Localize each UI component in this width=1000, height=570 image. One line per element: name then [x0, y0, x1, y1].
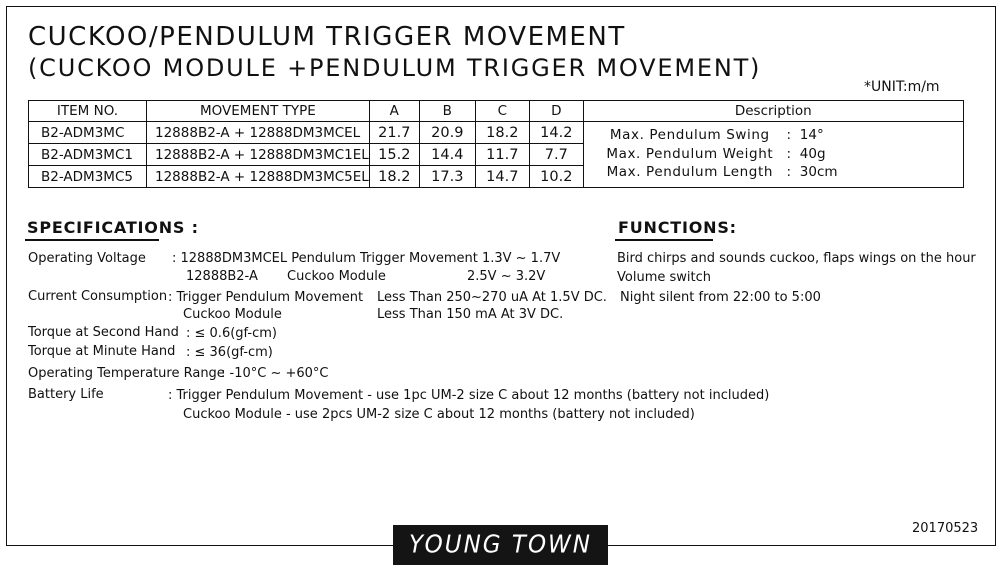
specifications-heading: SPECIFICATIONS :: [27, 218, 199, 237]
function-item: Bird chirps and sounds cuckoo, flaps wings on the hour: [617, 251, 976, 266]
desc-length: Max. Pendulum Length : 30cm: [606, 164, 838, 180]
movement-table: [28, 100, 964, 188]
voltage-line-1: : 12888DM3MCEL Pendulum Trigger Movement 1.3V ~ 1.7V: [172, 251, 561, 266]
table-header-row: [29, 101, 964, 122]
item-no-cell: B2-ADM3MC5: [29, 166, 147, 188]
battery-label: Battery Life: [28, 387, 104, 402]
dim-d-cell: 10.2: [529, 166, 583, 188]
dim-d-cell: 14.2: [529, 122, 583, 144]
header-description: Description: [583, 101, 963, 122]
battery-line-1: : Trigger Pendulum Movement - use 1pc UM-2 size C about 12 months (battery not included): [168, 388, 770, 403]
dim-a-cell: 18.2: [369, 166, 419, 188]
specifications-underline: [25, 239, 159, 241]
item-no-cell: B2-ADM3MC: [29, 122, 147, 144]
dim-a-cell: 15.2: [369, 144, 419, 166]
torque-second-label: Torque at Second Hand: [28, 325, 179, 340]
functions-heading: FUNCTIONS:: [618, 218, 737, 237]
dim-a-cell: 21.7: [369, 122, 419, 144]
header-movement-type: MOVEMENT TYPE: [147, 101, 370, 122]
desc-swing: Max. Pendulum Swing : 14°: [609, 127, 824, 143]
young-town-logo: YOUNG TOWN: [393, 525, 608, 565]
current-line-2-value: Less Than 150 mA At 3V DC.: [377, 307, 564, 322]
torque-minute-value: : ≤ 36(gf-cm): [186, 345, 273, 360]
dim-b-cell: 20.9: [419, 122, 475, 144]
voltage-line-2-value: 2.5V ~ 3.2V: [467, 269, 546, 284]
dim-b-cell: 14.4: [419, 144, 475, 166]
temperature-value: : -10°C ~ +60°C: [221, 366, 329, 381]
desc-weight: Max. Pendulum Weight : 40g: [606, 145, 826, 162]
table-row: [29, 122, 964, 144]
dim-c-cell: 18.2: [475, 122, 529, 144]
dim-c-cell: 14.7: [475, 166, 529, 188]
dim-d-cell: 7.7: [529, 144, 583, 166]
torque-second-value: : ≤ 0.6(gf-cm): [186, 326, 277, 341]
header-c: C: [475, 101, 529, 122]
title-line-2: (CUCKOO MODULE +PENDULUM TRIGGER MOVEMENT): [28, 54, 762, 82]
functions-underline: [615, 239, 713, 241]
dim-c-cell: 11.7: [475, 144, 529, 166]
current-line-1-name: : Trigger Pendulum Movement: [168, 290, 364, 305]
temperature-label: Operating Temperature Range: [28, 366, 225, 381]
current-line-2-name: Cuckoo Module: [183, 307, 282, 322]
torque-minute-label: Torque at Minute Hand: [28, 344, 176, 359]
voltage-line-2-model: 12888B2-A: [186, 269, 258, 284]
voltage-label: Operating Voltage: [28, 251, 146, 266]
function-item: Volume switch: [617, 270, 711, 285]
movement-type-cell: 12888B2-A + 12888DM3MCEL: [147, 122, 370, 144]
unit-note: *UNIT:m/m: [864, 79, 940, 95]
current-line-1-value: Less Than 250~270 uA At 1.5V DC.: [377, 290, 607, 305]
movement-type-cell: 12888B2-A + 12888DM3MC1EL: [147, 144, 370, 166]
dim-b-cell: 17.3: [419, 166, 475, 188]
function-item: Night silent from 22:00 to 5:00: [620, 290, 821, 305]
header-b: B: [419, 101, 475, 122]
header-d: D: [529, 101, 583, 122]
battery-line-2: Cuckoo Module - use 2pcs UM-2 size C about 12 months (battery not included): [183, 407, 695, 422]
header-item-no: ITEM NO.: [29, 101, 147, 122]
voltage-line-2-name: Cuckoo Module: [287, 269, 386, 284]
current-label: Current Consumption: [28, 289, 168, 304]
description-cell: [583, 122, 963, 188]
title-line-1: CUCKOO/PENDULUM TRIGGER MOVEMENT: [28, 22, 626, 52]
movement-type-cell: 12888B2-A + 12888DM3MC5EL: [147, 166, 370, 188]
date-code: 20170523: [912, 521, 979, 536]
header-a: A: [369, 101, 419, 122]
item-no-cell: B2-ADM3MC1: [29, 144, 147, 166]
